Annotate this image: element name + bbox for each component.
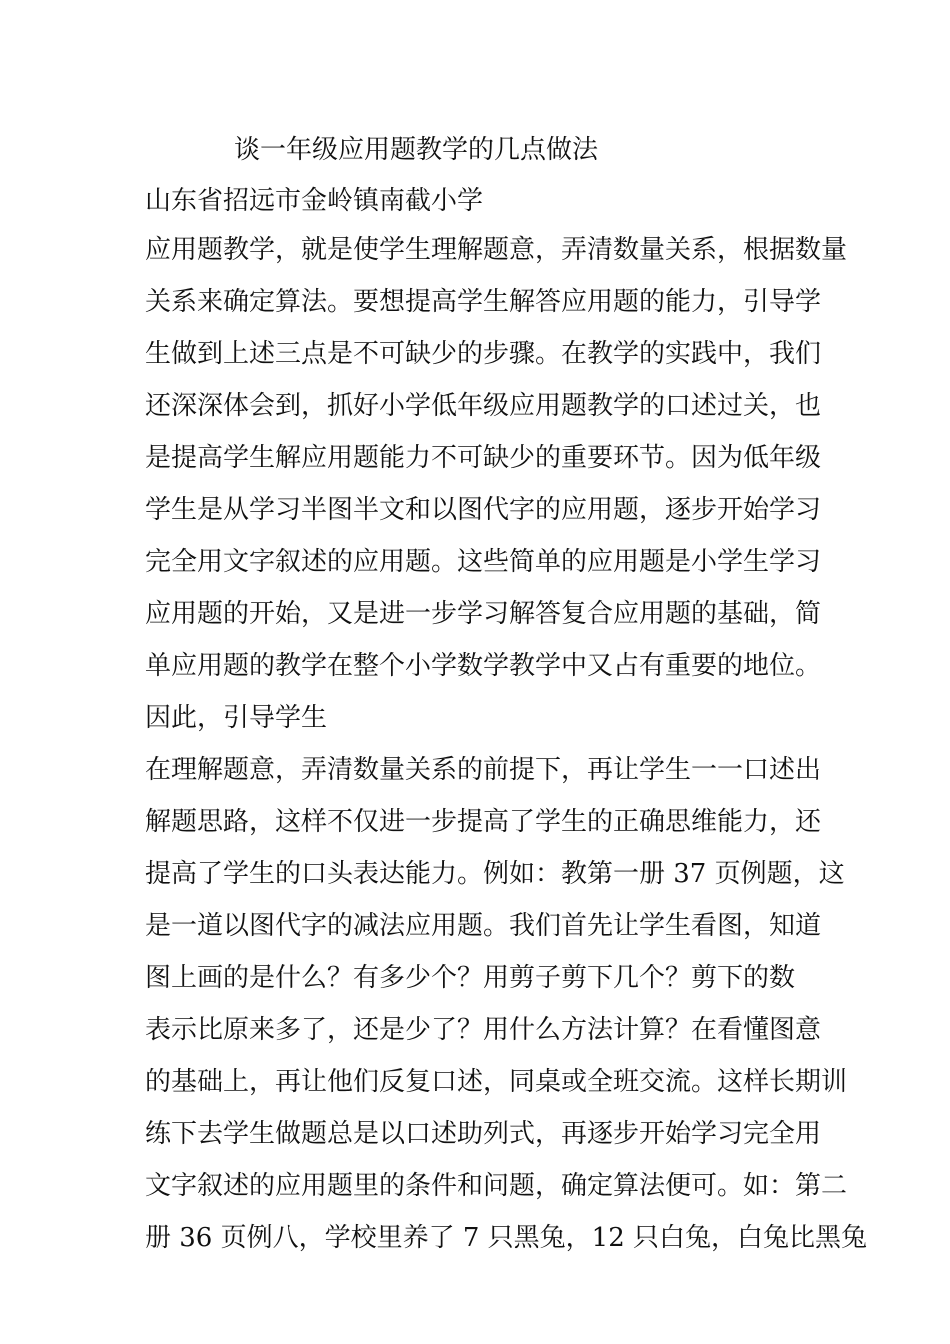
paragraph-line: 练下去学生做题总是以口述助列式，再逐步开始学习完全用	[145, 1119, 822, 1149]
paragraph-line: 册 36 页例八，学校里养了 7 只黑兔，12 只白兔，白兔比黑兔	[145, 1223, 868, 1253]
paragraph-line: 还深深体会到，抓好小学低年级应用题教学的口述过关，也	[145, 391, 822, 421]
paragraph-line: 是一道以图代字的减法应用题。我们首先让学生看图，知道	[145, 911, 822, 941]
paragraph-line: 表示比原来多了，还是少了？用什么方法计算？在看懂图意	[145, 1015, 822, 1045]
paragraph-line: 单应用题的教学在整个小学数学教学中又占有重要的地位。	[145, 651, 822, 681]
paragraph-line: 图上画的是什么？有多少个？用剪子剪下几个？剪下的数	[145, 963, 796, 993]
paragraph-line: 关系来确定算法。要想提高学生解答应用题的能力，引导学	[145, 287, 822, 317]
paragraph-line: 是提高学生解应用题能力不可缺少的重要环节。因为低年级	[145, 443, 822, 473]
paragraph-line: 生做到上述三点是不可缺少的步骤。在教学的实践中，我们	[145, 339, 822, 369]
paragraph-line: 应用题的开始，又是进一步学习解答复合应用题的基础，简	[145, 599, 822, 629]
paragraph-line: 文字叙述的应用题里的条件和问题，确定算法便可。如：第二	[145, 1171, 848, 1201]
document-body	[145, 230, 868, 1270]
paragraph-line: 提高了学生的口头表达能力。例如：教第一册 37 页例题，这	[145, 859, 845, 889]
paragraph-line: 应用题教学，就是使学生理解题意，弄清数量关系，根据数量	[145, 235, 848, 265]
paragraph-line: 完全用文字叙述的应用题。这些简单的应用题是小学生学习	[145, 547, 822, 577]
paragraph-line: 解题思路，这样不仅进一步提高了学生的正确思维能力，还	[145, 807, 822, 837]
paragraph-line: 学生是从学习半图半文和以图代字的应用题，逐步开始学习	[145, 495, 822, 525]
paragraph-line: 在理解题意，弄清数量关系的前提下，再让学生一一口述出	[145, 755, 822, 785]
paragraph-line: 的基础上，再让他们反复口述，同桌或全班交流。这样长期训	[145, 1067, 848, 1097]
paragraph-line: 因此，引导学生	[145, 703, 328, 733]
author-line: 山东省招远市金岭镇南截小学	[145, 186, 484, 216]
document-title: 谈一年级应用题教学的几点做法	[234, 135, 599, 165]
